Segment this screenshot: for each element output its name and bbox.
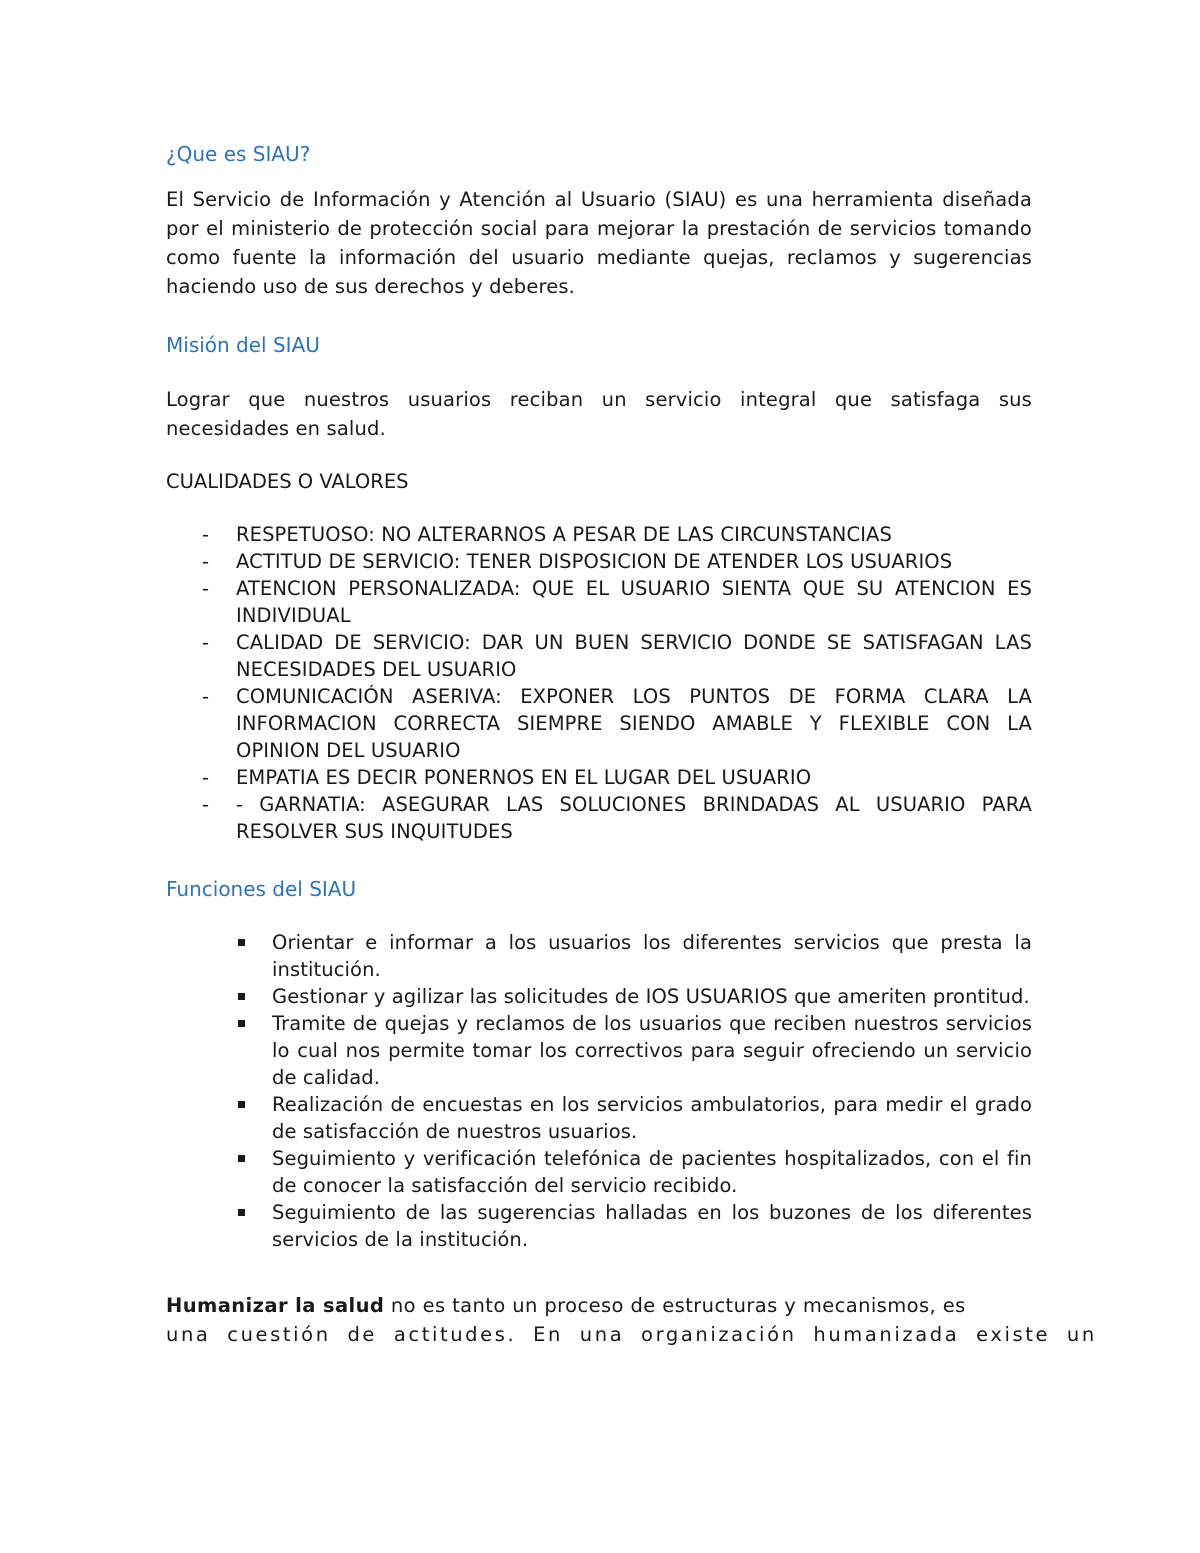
list-item-text: - GARNATIA: ASEGURAR LAS SOLUCIONES BRINDADAS AL USUARIO PARA RESOLVER SUS INQUITUDES: [236, 793, 1032, 843]
list-item-text: RESPETUOSO: NO ALTERARNOS A PESAR DE LAS CIRCUNSTANCIAS: [236, 523, 892, 546]
list-cualidades-valores: [166, 521, 1032, 845]
list-item: [166, 983, 1032, 1010]
list-item: [166, 1199, 1032, 1253]
dash-marker: -: [202, 631, 210, 654]
square-bullet-icon: [238, 1101, 245, 1108]
heading-funciones-siau: Funciones del SIAU: [166, 877, 357, 901]
closing-line1-text: no es tanto un proceso de estructuras y mecanismos, es: [384, 1294, 966, 1317]
list-item-text: Orientar e informar a los usuarios los diferentes servicios que presta la institución.: [272, 931, 1032, 981]
dash-marker: -: [202, 577, 210, 600]
heading-que-es-siau: ¿Que es SIAU?: [166, 142, 311, 166]
square-bullet-icon: [238, 1209, 245, 1216]
list-item: [166, 683, 1032, 764]
dash-marker: -: [202, 523, 210, 546]
document-page: [166, 140, 1097, 1349]
square-bullet-icon: [238, 1020, 245, 1027]
heading-mision-siau: Misión del SIAU: [166, 333, 320, 357]
list-item: [166, 521, 1032, 548]
list-item: [166, 629, 1032, 683]
list-item-text: Realización de encuestas en los servicios ambulatorios, para medir el grado de satisfacción de nuestros usuarios.: [272, 1093, 1032, 1143]
title-cualidades-valores: CUALIDADES O VALORES: [166, 470, 409, 493]
list-item: [166, 929, 1032, 983]
list-item-text: ATENCION PERSONALIZADA: QUE EL USUARIO SIENTA QUE SU ATENCION ES INDIVIDUAL: [236, 577, 1032, 627]
dash-marker: -: [202, 550, 210, 573]
paragraph-humanizar-salud: [166, 1291, 1032, 1320]
list-item: [166, 1010, 1032, 1091]
list-item-text: CALIDAD DE SERVICIO: DAR UN BUEN SERVICIO DONDE SE SATISFAGAN LAS NECESIDADES DEL USUARIO: [236, 631, 1032, 681]
list-funciones-siau: [166, 929, 1032, 1253]
dash-marker: -: [202, 766, 210, 789]
closing-line2-text: una cuestión de actitudes. En una organización humanizada existe un: [166, 1323, 1097, 1346]
square-bullet-icon: [238, 1155, 245, 1162]
list-item-text: Seguimiento y verificación telefónica de pacientes hospitalizados, con el fin de conocer la satisfacción del servicio recibido.: [272, 1147, 1032, 1197]
list-item-text: EMPATIA ES DECIR PONERNOS EN EL LUGAR DEL USUARIO: [236, 766, 812, 789]
paragraph-que-es-siau: El Servicio de Información y Atención al Usuario (SIAU) es una herramienta diseñada por el ministerio de protección social para mejorar la prestación de servicios tomando como fuente la información del usuario mediante quejas, reclamos y sugerencias haciendo uso de sus derechos y deberes.: [166, 188, 1032, 298]
list-item-text: COMUNICACIÓN ASERIVA: EXPONER LOS PUNTOS DE FORMA CLARA LA INFORMACION CORRECTA SIEMPRE SIENDO AMABLE Y FLEXIBLE CON LA OPINION DEL USUARIO: [236, 685, 1032, 762]
list-item: [166, 575, 1032, 629]
list-item-text: Tramite de quejas y reclamos de los usuarios que reciben nuestros servicios lo cual nos permite tomar los correctivos para seguir ofreciendo un servicio de calidad.: [272, 1012, 1032, 1089]
list-item-text: Gestionar y agilizar las solicitudes de IOS USUARIOS que ameriten prontitud.: [272, 985, 1030, 1008]
list-item: [166, 548, 1032, 575]
bold-lead-text: Humanizar la salud: [166, 1294, 385, 1317]
paragraph-mision-siau: Lograr que nuestros usuarios reciban un servicio integral que satisfaga sus necesidades en salud.: [166, 388, 1032, 440]
list-item: [166, 764, 1032, 791]
list-item-text: ACTITUD DE SERVICIO: TENER DISPOSICION DE ATENDER LOS USUARIOS: [236, 550, 953, 573]
list-item: [166, 791, 1032, 845]
square-bullet-icon: [238, 939, 245, 946]
list-item: [166, 1145, 1032, 1199]
list-item-text: Seguimiento de las sugerencias halladas en los buzones de los diferentes servicios de la institución.: [272, 1201, 1032, 1251]
square-bullet-icon: [238, 993, 245, 1000]
list-item: [166, 1091, 1032, 1145]
dash-marker: -: [202, 793, 210, 816]
dash-marker: -: [202, 685, 210, 708]
